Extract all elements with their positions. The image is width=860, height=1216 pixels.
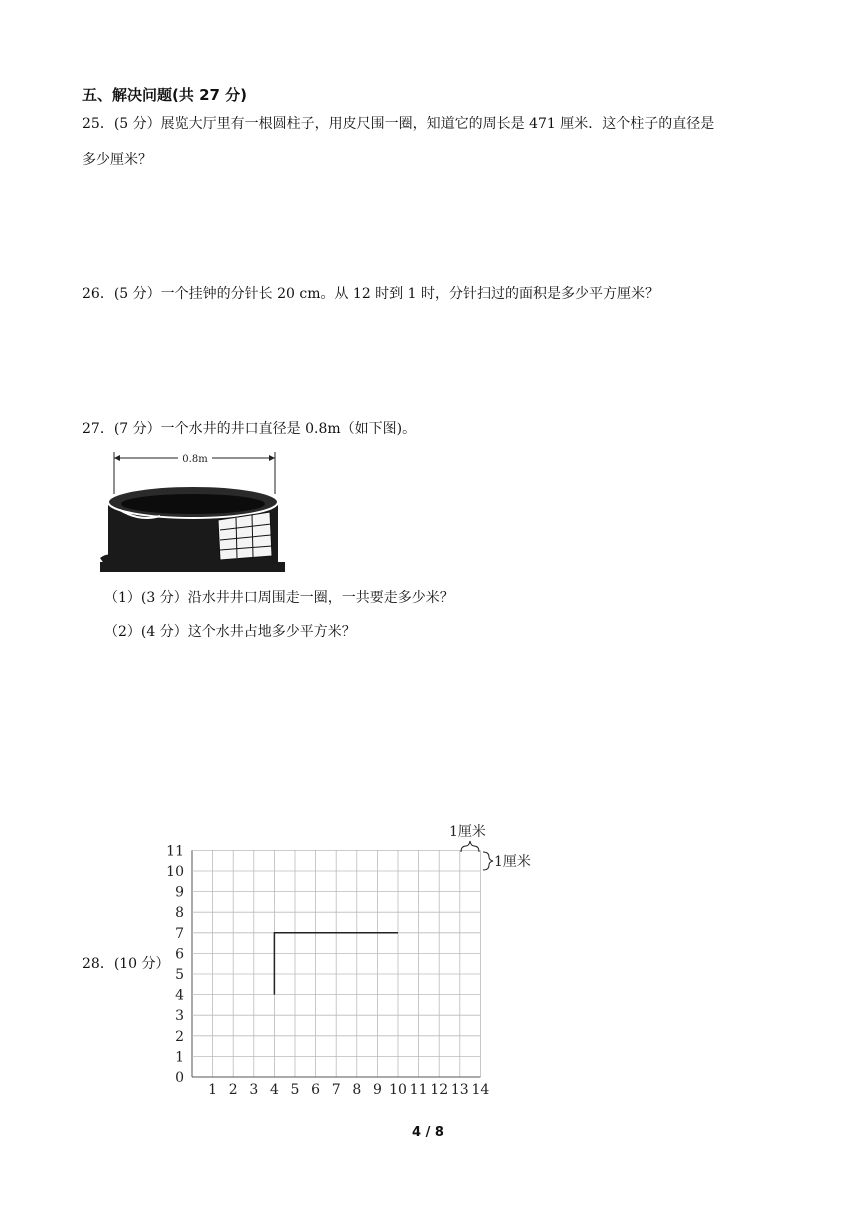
question-27-sub2: （2）(4 分）这个水井占地多少平方米？	[104, 624, 356, 640]
y-tick-label: 2	[175, 1028, 184, 1045]
section-title: 五、解决问题(共 27 分)	[82, 86, 248, 104]
question-26: 26．(5 分）一个挂钟的分针长 20 cm。从 12 时到 1 时，分针扫过的面积是多少平方厘米？	[82, 286, 659, 302]
x-tick-label: 11	[409, 1082, 428, 1098]
x-tick-label: 5	[290, 1082, 300, 1098]
question-27-sub1: （1）(3 分）沿水井井口周围走一圈，一共要走多少米？	[104, 590, 454, 606]
x-tick-label: 3	[249, 1082, 259, 1098]
y-tick-label: 8	[175, 905, 184, 922]
x-tick-label: 1	[208, 1082, 218, 1098]
y-tick-labels	[166, 843, 184, 1086]
scale-brace-right	[483, 852, 493, 870]
page-number: 4 / 8	[412, 1125, 444, 1140]
well-diameter-label: 0.8m	[182, 454, 208, 465]
y-tick-label: 0	[175, 1070, 184, 1086]
y-tick-label: 11	[166, 843, 184, 860]
x-tick-label: 4	[269, 1082, 279, 1098]
y-tick-label: 1	[175, 1049, 184, 1066]
x-tick-label: 7	[331, 1082, 341, 1098]
y-tick-label: 7	[175, 925, 184, 942]
coordinate-grid	[160, 820, 560, 1110]
x-tick-label: 8	[352, 1082, 362, 1098]
well-figure	[100, 450, 285, 572]
question-25-line1: 25．(5 分）展览大厅里有一根圆柱子，用皮尺围一圈，知道它的周长是 471 厘米．这个柱子的直径是	[82, 116, 715, 132]
question-25-line2: 多少厘米？	[82, 152, 152, 168]
scale-label-right: 1厘米	[494, 854, 531, 870]
y-tick-label: 4	[175, 987, 184, 1004]
y-tick-label: 10	[166, 864, 184, 880]
x-tick-label: 2	[228, 1082, 238, 1098]
question-27: 27．(7 分）一个水井的井口直径是 0.8m（如下图)。	[82, 421, 417, 437]
x-tick-label: 14	[471, 1082, 490, 1098]
x-tick-label: 10	[389, 1082, 407, 1098]
x-tick-labels	[208, 1082, 489, 1098]
grid-lines	[192, 850, 480, 1077]
x-tick-label: 12	[430, 1082, 449, 1098]
x-tick-label: 9	[372, 1082, 382, 1098]
y-tick-label: 5	[175, 967, 184, 983]
y-tick-label: 6	[175, 946, 184, 963]
y-tick-label: 9	[175, 884, 184, 901]
scale-label-top: 1厘米	[449, 824, 486, 840]
x-tick-label: 6	[311, 1082, 321, 1098]
x-tick-label: 13	[450, 1082, 469, 1098]
question-28: 28．(10 分）	[82, 956, 170, 972]
y-tick-label: 3	[175, 1008, 184, 1025]
